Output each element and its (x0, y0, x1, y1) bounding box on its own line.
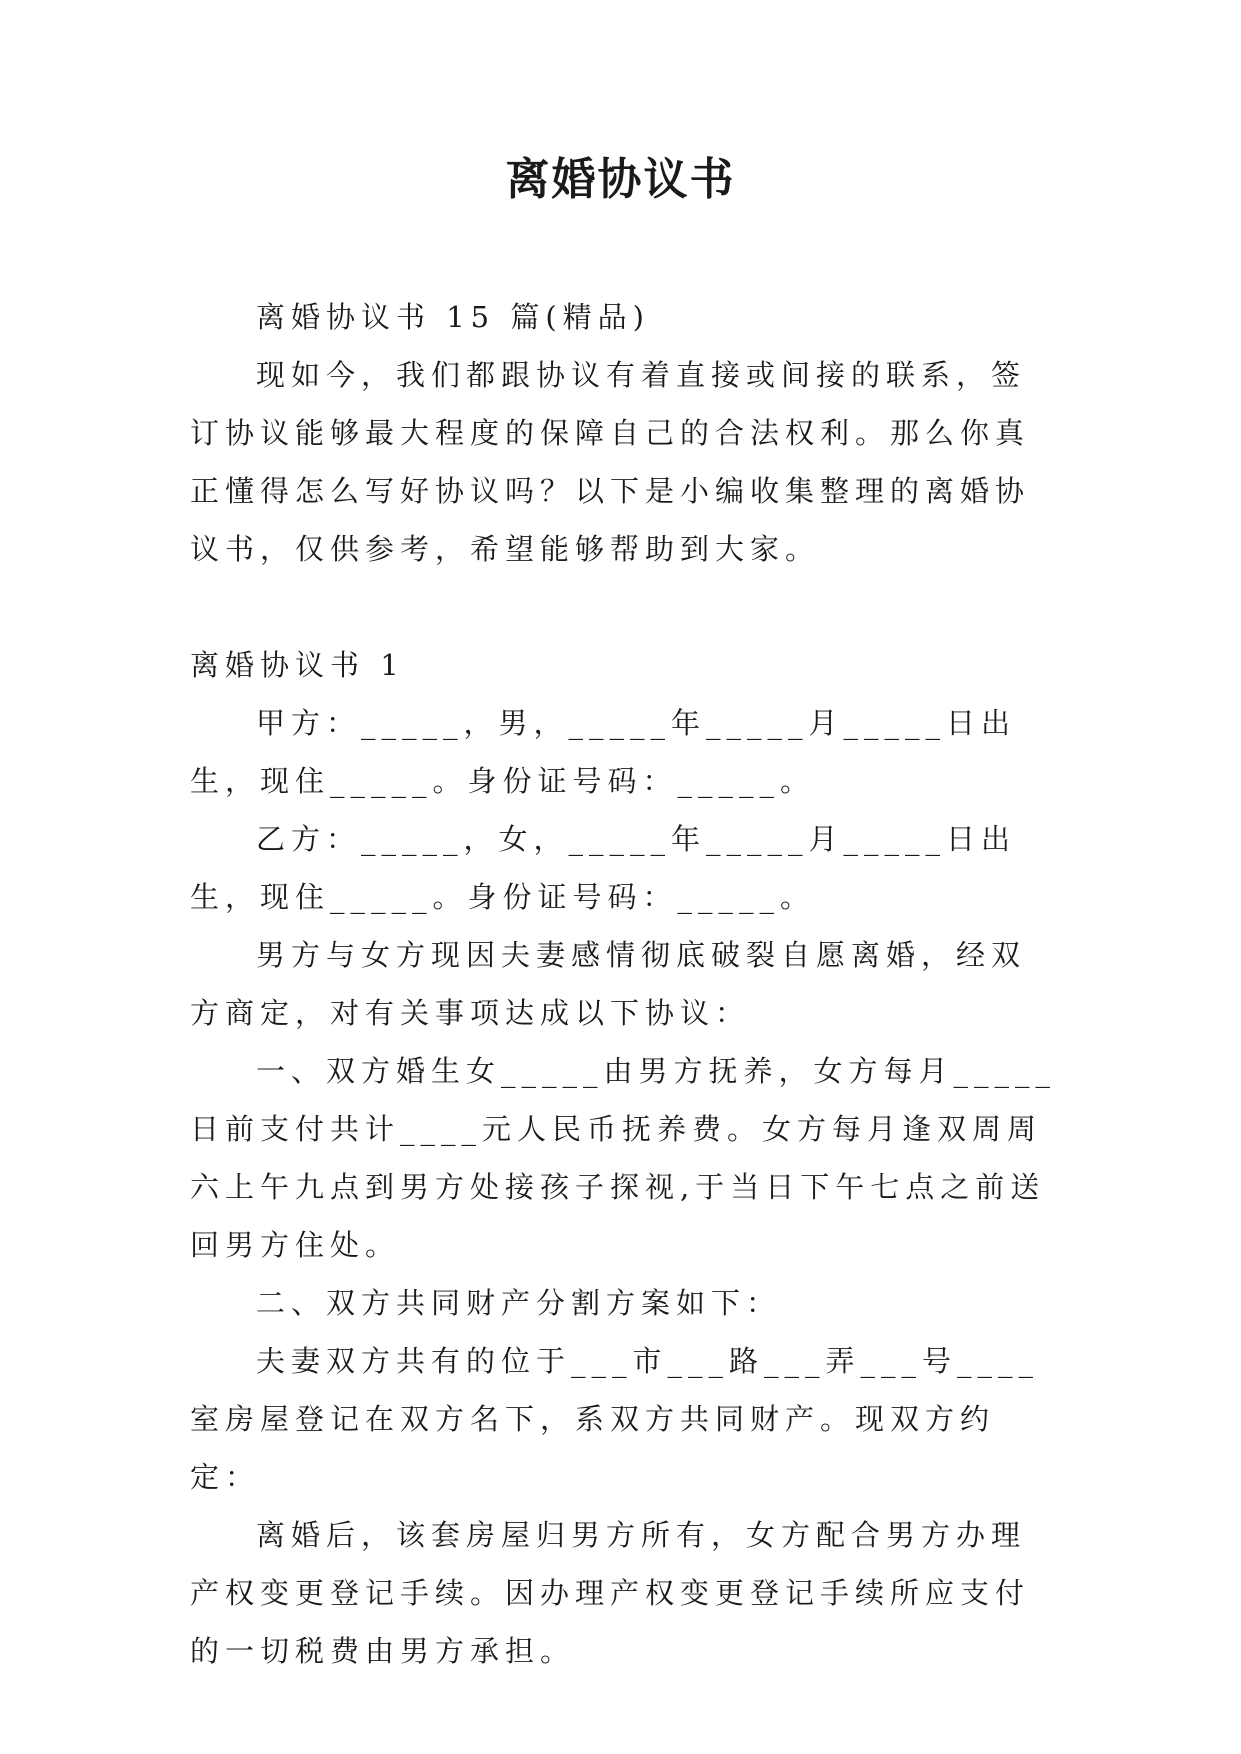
paragraph-spacer (190, 578, 1060, 636)
property-description-paragraph: 夫妻双方共有的位于___市___路___弄___号____室房屋登记在双方名下，系双方共同财产。现双方约定： (190, 1344, 1040, 1494)
party-b-paragraph: 乙方：_____，女，_____年_____月_____日出生，现住_____。身份证号码：_____。 (190, 822, 1017, 914)
document-subtitle: 离婚协议书 15 篇(精品) (256, 300, 650, 334)
intro-paragraph: 现如今，我们都跟协议有着直接或间接的联系，签订协议能够最大程度的保障自己的合法权利。那么你真正懂得怎么写好协议吗？以下是小编收集整理的离婚协议书，仅供参考，希望能够帮助到大家。 (190, 358, 1031, 566)
agreement-preamble-paragraph: 男方与女方现因夫妻感情彻底破裂自愿离婚，经双方商定，对有关事项达成以下协议： (190, 938, 1027, 1030)
document-body (190, 288, 1060, 1680)
property-clause-heading: 二、双方共同财产分割方案如下： (256, 1286, 782, 1320)
party-a-paragraph: 甲方：_____，男，_____年_____月_____日出生，现住_____。身份证号码：_____。 (190, 706, 1017, 798)
section-heading: 离婚协议书 1 (190, 648, 405, 682)
property-transfer-paragraph: 离婚后，该套房屋归男方所有，女方配合男方办理产权变更登记手续。因办理产权变更登记手续所应支付的一切税费由男方承担。 (190, 1518, 1031, 1668)
custody-clause-paragraph: 一、双方婚生女_____由男方抚养，女方每月_____日前支付共计____元人民币抚养费。女方每月逢双周周六上午九点到男方处接孩子探视,于当日下午七点之前送回男方住处。 (190, 1054, 1057, 1262)
page-title: 离婚协议书 (505, 154, 736, 205)
